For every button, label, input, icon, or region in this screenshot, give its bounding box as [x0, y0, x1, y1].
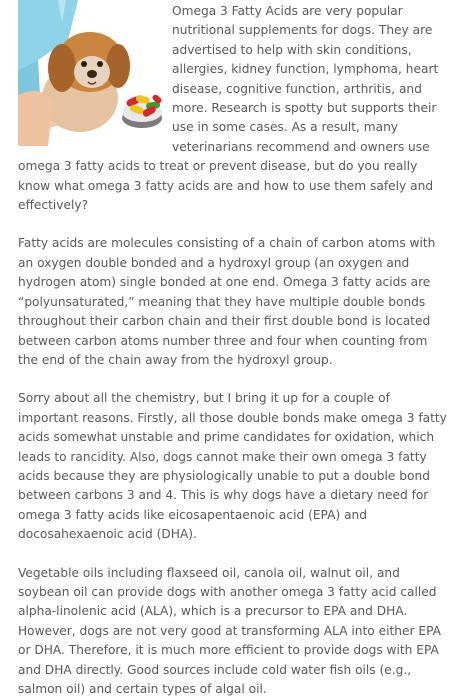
paragraph-intro: Omega 3 Fatty Acids are very popular nutritional supplements for dogs. They are advertised to help with skin conditions, allergies, kidney function, lymphoma, heart disease, cognitive function, arthritis, and more. Research is spotty but supports their use in some cases. As a result, many veterinarians recommend and owners use omega 3 fatty acids to treat or prevent disease, but do you really know what omega 3 fatty acids are and how to use them safely and effectively? [18, 4, 439, 213]
paragraph-vegetable-oils: Vegetable oils including flaxseed oil, canola oil, walnut oil, and soybean oil can provide dogs with another omega 3 fatty acid called alpha-linolenic acid (ALA), which is a precursor to EPA and DHA. However, dogs are not very good at transforming ALA into either EPA or DHA. Therefore, it is much more efficient to provide dogs with EPA and DHA directly. Good sources include cold water fish oils (e.g., salmon oil) and certain types of algal oil. [18, 565, 441, 696]
dog-supplement-photo [18, 0, 164, 146]
article-body [18, 0, 448, 699]
paragraph-chemistry-reasons: Sorry about all the chemistry, but I bring it up for a couple of important reasons. Firstly, all those double bonds make omega 3 fatty acids somewhat unstable and prime candidates for oxidation, which leads to rancidity. Also, dogs cannot make their own omega 3 fatty acids because they are physiologically unable to put a double bond between carbons 3 and 4. This is why dogs have a dietary need for omega 3 fatty acids like eicosapentaenoic acid (EPA) and docosahexaenoic acid (DHA). [18, 391, 447, 542]
paragraph-fatty-acids-definition: Fatty acids are molecules consisting of a chain of carbon atoms with an oxygen double bonded and a hydroxyl group (an oxygen and hydrogen atom) single bonded at one end. Omega 3 fatty acids are “polyunsaturated,” meaning that they have multiple double bonds throughout their carbon chain and their first double bond is located between carbon atoms number three and four when counting from the end of the chain away from the hydroxyl group. [18, 236, 436, 367]
paragraph-spacer [18, 215, 448, 234]
paragraph-spacer [18, 545, 448, 564]
paragraph-spacer [18, 370, 448, 389]
dog-with-pills-illustration [18, 0, 164, 146]
